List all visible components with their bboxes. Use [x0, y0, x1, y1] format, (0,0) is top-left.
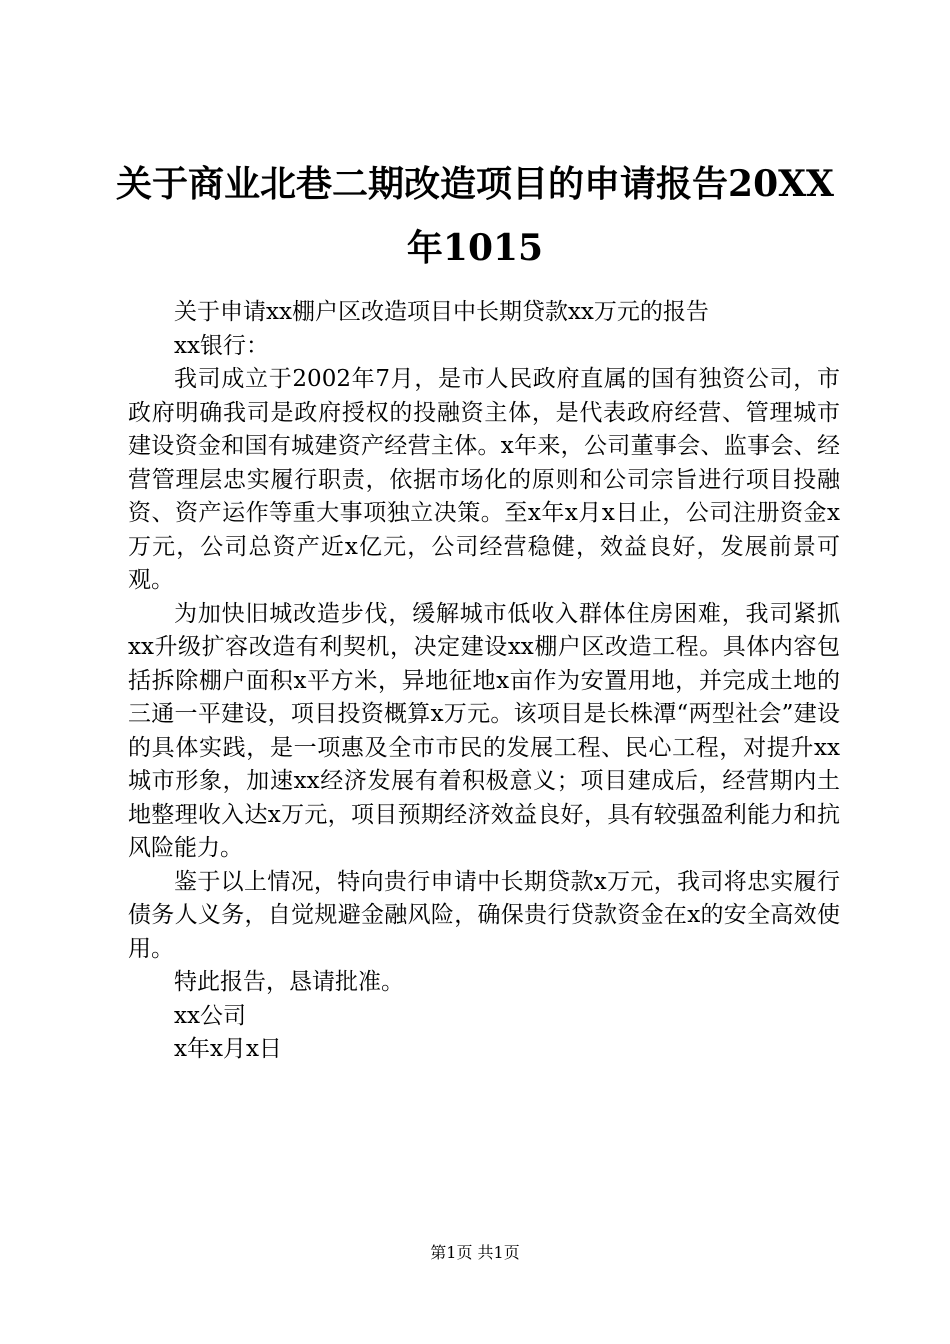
paragraph-loan-request: 鉴于以上情况，特向贵行申请中长期贷款x万元，我司将忠实履行债务人义务，自觉规避金融风险，确保贵行贷款资金在x的安全高效使用。 — [128, 868, 840, 962]
document-title: 关于商业北巷二期改造项目的申请报告20XX年1015 — [116, 163, 834, 269]
paragraph-company-intro: 我司成立于2002年7月，是市人民政府直属的国有独资公司，市政府明确我司是政府授权的投融资主体，是代表政府经营、管理城市建设资金和国有城建资产经营主体。x年来，公司董事会、监事会、经营管理层忠实履行职责，依据市场化的原则和公司宗旨进行项目投融资、资产运作等重大事项独立决策。至x年x月x日止，公司注册资金x万元，公司总资产近x亿元，公司经营稳健，效益良好，发展前景可观。 — [128, 366, 840, 593]
paragraph-project-description: 为加快旧城改造步伐，缓解城市低收入群体住房困难，我司紧抓xx升级扩容改造有利契机，决定建设xx棚户区改造工程。具体内容包括拆除棚户面积x平方米，异地征地x亩作为安置用地，并完成土地的三通一平建设，项目投资概算x万元。该项目是长株潭“两型社会”建设的具体实践，是一项惠及全市市民的发展工程、民心工程，对提升xx城市形象，加速xx经济发展有着积极意义；项目建成后，经营期内土地整理收入达x万元，项目预期经济效益良好，具有较强盈利能力和抗风险能力。 — [128, 600, 840, 861]
page-footer: 第1页 共1页 — [430, 1243, 520, 1262]
closing-line: 特此报告，恳请批准。 — [174, 969, 404, 995]
salutation: xx银行： — [174, 332, 269, 359]
document-body — [128, 296, 840, 1067]
document-subject: 关于申请xx棚户区改造项目中长期贷款xx万元的报告 — [174, 299, 709, 325]
document-date: x年x月x日 — [174, 1036, 282, 1062]
signature: xx公司 — [174, 1002, 246, 1029]
